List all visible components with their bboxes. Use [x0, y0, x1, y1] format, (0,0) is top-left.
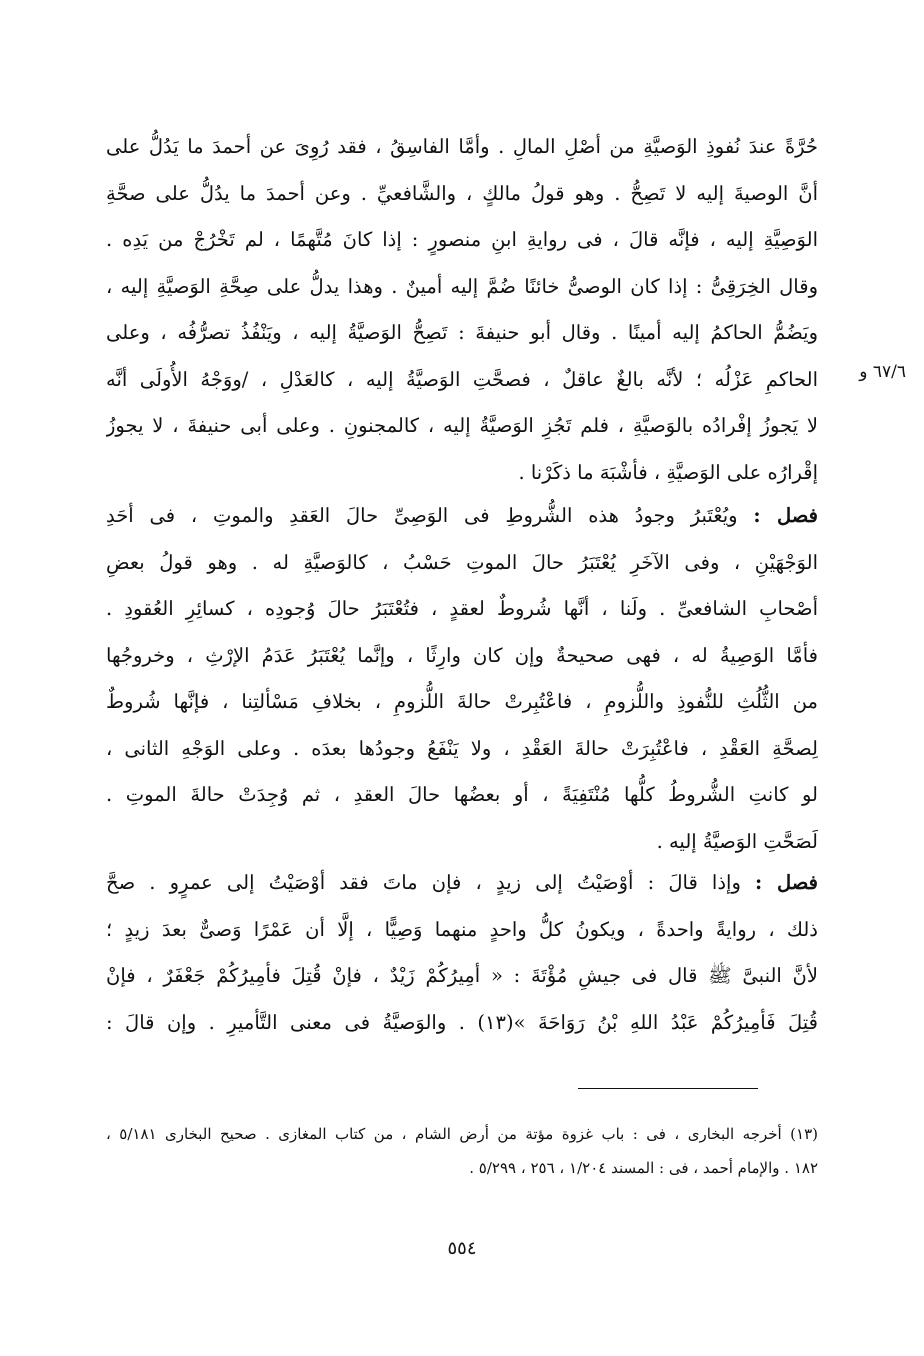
margin-folio-reference: ٦٧/٦ و — [859, 362, 906, 382]
page-number: ٥٥٤ — [447, 1238, 477, 1259]
text-run: وإذا قالَ : أوْصَيْتُ إلى زيدٍ ، فإن ماتَ فقد أوْصَيْتُ إلى عمرٍو . صحَّ — [106, 871, 741, 894]
text-line: حُرَّةً عندَ نُفوذِ الوَصيَّةِ من أصْلِ المالِ . وأمَّا الفاسِقُ ، فقد رُوِىَ عن أحمدَ ما يَدُلُّ على — [106, 135, 818, 158]
text-line: أصْحابِ الشافعىِّ . ولَنا ، أنَّها شُروطٌ لعقدٍ ، فتُعْتَبَرُ حالَ وُجودِه ، كسائِرِ العُقودِ . — [106, 597, 818, 620]
text-line: لا يَجوزُ إفْرادُه بالوَصيَّةِ ، فلم تَجُزِ الوَصيَّةُ إليه ، كالمجنونِ . وعلى أبى حنيفةَ ، لا يجوزُ — [106, 414, 818, 437]
paragraph-1 — [106, 124, 818, 496]
paragraph-2 — [106, 493, 818, 865]
text-line: الحاكمِ عَزْلُه ؛ لأنَّه بالغٌ عاقلٌ ، فصحَّتِ الوَصيَّةُ إليه ، كالعَدْلِ ، /ووَجْهُ الأُولَى أنَّه — [106, 367, 818, 391]
text-line: لو كانتِ الشُّروطُ كلُّها مُنْتَفِيَةً ، أو بعضُها حالَ العقدِ ، ثم وُجِدَتْ حالةَ الموتِ . — [106, 783, 818, 806]
text-line: لِصحَّةِ العَقْدِ ، فاعْتُبِرَتْ حالةَ العَقْدِ ، ولا يَنْفَعُ وجودُها بعدَه . وعلى الوَجْهِ الثانى ، — [106, 736, 818, 760]
section-heading: فصل : — [753, 504, 818, 527]
text-line: فأمَّا الوَصِيةُ له ، فهى صحيحةٌ وإن كان وارِثًا ، وإنَّما يُعْتَبَرُ عَدَمُ الإرْثِ ، وخروجُها — [106, 643, 818, 667]
text-line-with-heading — [106, 860, 818, 907]
text-line: قُتِلَ فَأمِيرُكُمْ عَبْدُ اللهِ بْنُ رَوَاحَةَ »(١٣) . والوَصيَّةُ فى معنى التَّأميرِ . وإن قالَ : — [106, 1010, 818, 1034]
text-line: ذلك ، روايةً واحدةً ، ويكونُ كلُّ واحدٍ منهما وَصِيًّا ، إلَّا أن عَمْرًا وَصىٌّ بعدَ زيدٍ ؛ — [106, 917, 818, 941]
text-line: إقْرارُه على الوَصيَّةِ ، فأشْبَهَ ما ذكَرْنا . — [518, 460, 818, 484]
text-line: ويَضُمُّ الحاكمُ إليه أمينًا . وقال أبو حنيفةَ : تَصِحُّ الوَصيَّةُ إليه ، ويَنْفُذُ تصرُّفُه ، وعلى — [106, 321, 818, 344]
text-line: الوَصِيَّةِ إليه ، فإنَّه قالَ ، فى روايةِ ابنِ منصورٍ : إذا كانَ مُتَّهمًا ، لم تَخْرُجْ من يَدِه . — [106, 228, 818, 251]
section-heading: فصل : — [755, 871, 818, 894]
footnote-line: (١٣) أخرجه البخارى ، فى : باب غزوة مؤتة من أرض الشام ، من كتاب المغازى . صحيح البخارى ٥/١٨١ ، — [106, 1125, 818, 1143]
paragraph-3 — [106, 860, 818, 1046]
text-line: أنَّ الوصيةَ إليه لا تَصِحُّ . وهو قولُ مالكٍ ، والشَّافعيِّ . وعن أحمدَ ما يدُلُّ على صحَّةِ — [106, 181, 818, 205]
footnote-separator — [578, 1088, 758, 1089]
text-line: وقال الخِرَقِىُّ : إذا كان الوصىُّ خائنًا ضُمَّ إليه أمينٌ . وهذا يدلُّ على صِحَّةِ الوَصيَّةِ إليه ، — [106, 274, 818, 298]
text-run: ويُعْتَبرُ وجودُ هذه الشُّروطِ فى الوَصِىِّ حالَ العَقدِ والموتِ ، فى أحَدِ — [106, 504, 738, 527]
text-line: الوَجْهَيْنِ ، وفى الآخَرِ يُعْتَبَرُ حالَ الموتِ حَسْبُ ، كالوَصيَّةِ له . وهو قولُ بعضِ — [106, 550, 818, 574]
text-line-with-heading — [106, 493, 818, 540]
text-line: لَصَحَّتِ الوَصيَّةُ إليه . — [656, 829, 818, 853]
text-line: لأنَّ النبىَّ ﷺ قال فى جيشِ مُؤْتَةَ : « أمِيرُكُمْ زَيْدٌ ، فإنْ قُتِلَ فأمِيرُكُمْ جَعْفَرٌ ، فإنْ — [106, 964, 818, 987]
text-line: من الثُّلُثِ للنُّفوذِ واللُّزومِ ، فاعْتُبِرتْ حالةَ اللُّزومِ ، بخلافِ مَسْألتِنا ، فإنَّها شُروطٌ — [106, 690, 818, 713]
footnote-line: ١٨٢ . والإمام أحمد ، فى : المسند ١/٢٠٤ ، ٢٥٦ ، ٥/٢٩٩ . — [469, 1159, 818, 1177]
footnotes — [106, 1117, 818, 1185]
